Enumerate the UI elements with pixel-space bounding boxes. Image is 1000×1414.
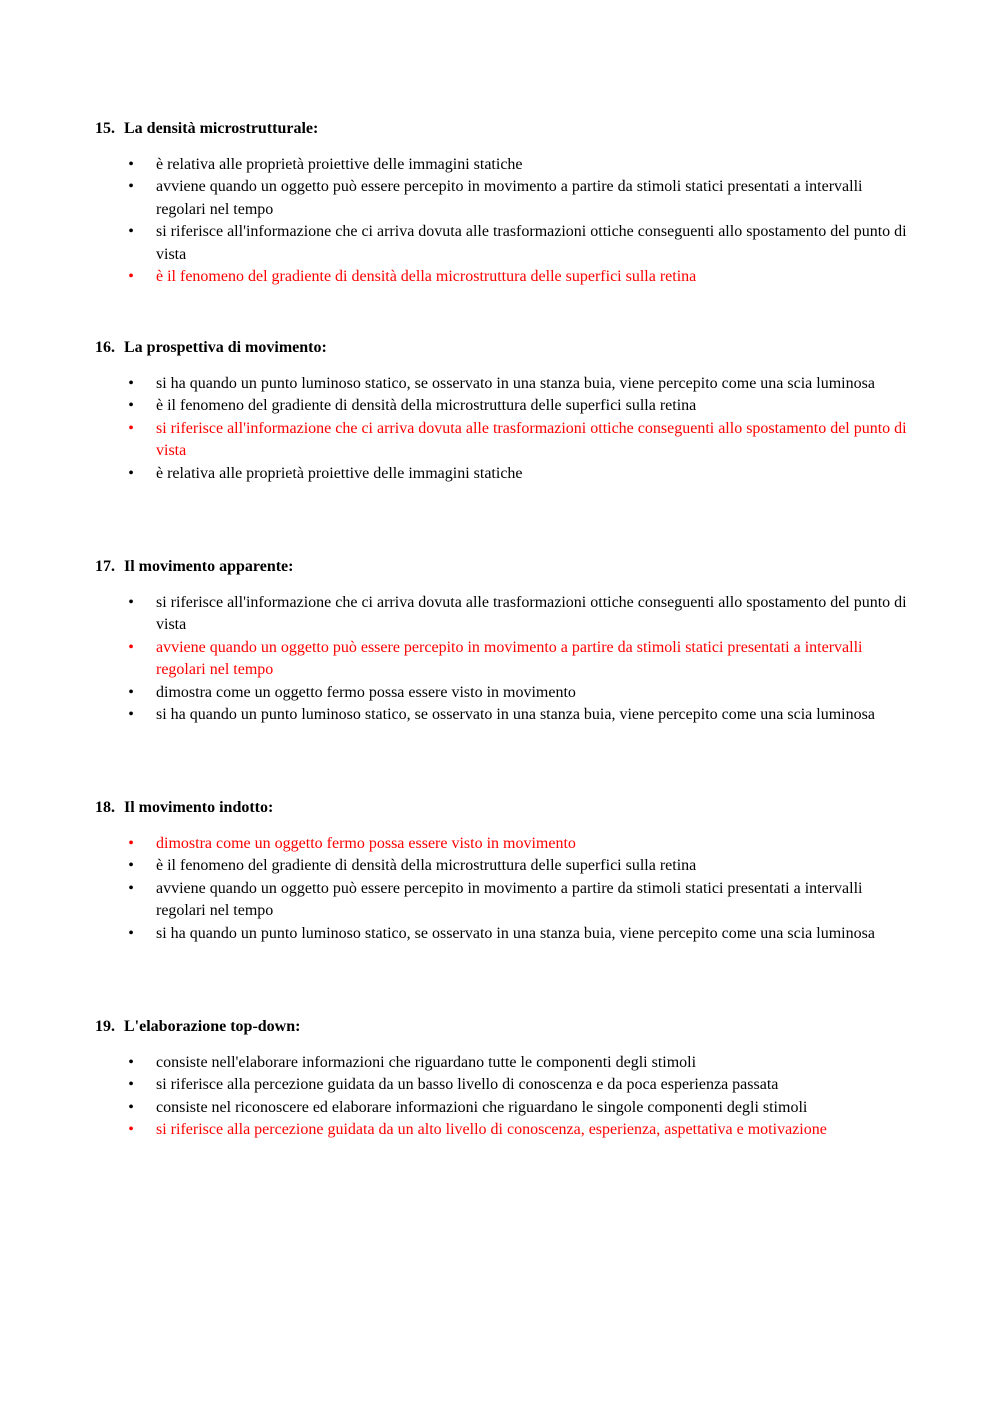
question-title — [95, 1016, 915, 1038]
bullet-icon: • — [128, 1076, 134, 1094]
question-16 — [95, 337, 915, 485]
answer-text: si riferisce all'informazione che ci arriva dovuta alle trasformazioni ottiche conseguenti allo spostamento del punto di vista — [156, 419, 907, 460]
bullet-icon: • — [128, 835, 134, 852]
answer-option-correct — [95, 833, 915, 855]
answer-text: si ha quando un punto luminoso statico, se osservato in una stanza buia, viene percepito come una scia luminosa — [156, 706, 875, 724]
question-title — [95, 337, 915, 359]
bullet-icon: • — [128, 706, 134, 724]
bullet-icon: • — [128, 464, 134, 482]
bullet-icon: • — [128, 397, 134, 415]
bullet-icon: • — [128, 857, 134, 875]
answer-text: consiste nell'elaborare informazioni che riguardano tutte le componenti degli stimoli — [156, 1054, 697, 1071]
question-text: La prospettiva di movimento: — [124, 339, 327, 356]
question-text: La densità microstrutturale: — [124, 120, 319, 137]
answer-option — [95, 704, 915, 726]
answer-text: si ha quando un punto luminoso statico, se osservato in una stanza buia, viene percepito come una scia luminosa — [156, 924, 875, 942]
answer-option — [95, 395, 915, 417]
answer-text: consiste nel riconoscere ed elaborare informazioni che riguardano le singole componenti degli stimoli — [156, 1098, 808, 1116]
question-text: Il movimento apparente: — [124, 558, 294, 575]
question-18 — [95, 797, 915, 945]
question-title — [95, 118, 915, 140]
question-number: 17. — [95, 558, 115, 575]
answer-text: dimostra come un oggetto fermo possa essere visto in movimento — [156, 683, 576, 701]
bullet-icon: • — [128, 594, 134, 611]
bullet-icon: • — [128, 1054, 134, 1071]
answer-option — [95, 463, 915, 485]
answer-option-correct — [95, 418, 915, 463]
answer-option-correct — [95, 1119, 915, 1141]
bullet-icon: • — [128, 223, 134, 241]
answer-text: è relativa alle proprietà proiettive delle immagini statiche — [156, 156, 523, 173]
answer-option — [95, 1097, 915, 1119]
bullet-icon: • — [128, 375, 134, 392]
answer-list — [95, 1052, 915, 1142]
question-number: 18. — [95, 799, 115, 816]
answer-text: avviene quando un oggetto può essere percepito in movimento a partire da stimoli statici presentati a intervalli regolari nel tempo — [156, 178, 863, 218]
answer-option — [95, 221, 915, 266]
question-15 — [95, 118, 915, 288]
bullet-icon: • — [128, 156, 134, 173]
bullet-icon: • — [128, 638, 134, 656]
question-number: 15. — [95, 120, 115, 137]
bullet-icon: • — [128, 1098, 134, 1116]
answer-option — [95, 1074, 915, 1096]
answer-option-correct — [95, 266, 915, 288]
question-text: Il movimento indotto: — [124, 799, 274, 816]
answer-text: è relativa alle proprietà proiettive delle immagini statiche — [156, 464, 523, 482]
question-title — [95, 797, 915, 819]
question-number: 16. — [95, 339, 115, 356]
answer-text: è il fenomeno del gradiente di densità della microstruttura delle superfici sulla retina — [156, 268, 697, 286]
question-title — [95, 556, 915, 578]
answer-list — [95, 154, 915, 288]
answer-option — [95, 682, 915, 704]
answer-text: si riferisce all'informazione che ci arriva dovuta alle trasformazioni ottiche conseguenti allo spostamento del punto di vista — [156, 594, 907, 634]
answer-text: si riferisce alla percezione guidata da un basso livello di conoscenza e da poca esperienza passata — [156, 1076, 779, 1094]
answer-text: si ha quando un punto luminoso statico, se osservato in una stanza buia, viene percepito come una scia luminosa — [156, 375, 875, 392]
bullet-icon: • — [128, 178, 134, 196]
answer-option — [95, 373, 915, 395]
answer-text: è il fenomeno del gradiente di densità della microstruttura delle superfici sulla retina — [156, 857, 697, 875]
answer-option-correct — [95, 637, 915, 682]
answer-option — [95, 923, 915, 945]
question-text: L'elaborazione top-down: — [124, 1018, 301, 1035]
answer-text: si riferisce alla percezione guidata da un alto livello di conoscenza, esperienza, aspettativa e motivazione — [156, 1121, 827, 1139]
bullet-icon: • — [128, 879, 134, 897]
bullet-icon: • — [128, 419, 134, 437]
answer-text: è il fenomeno del gradiente di densità della microstruttura delle superfici sulla retina — [156, 397, 697, 415]
bullet-icon: • — [128, 1121, 134, 1139]
answer-text: si riferisce all'informazione che ci arriva dovuta alle trasformazioni ottiche conseguenti allo spostamento del punto di vista — [156, 223, 907, 263]
answer-text: avviene quando un oggetto può essere percepito in movimento a partire da stimoli statici presentati a intervalli regolari nel tempo — [156, 879, 863, 920]
answer-option — [95, 878, 915, 923]
answer-text: dimostra come un oggetto fermo possa essere visto in movimento — [156, 835, 576, 852]
answer-list — [95, 592, 915, 726]
question-19 — [95, 1016, 915, 1142]
answer-option — [95, 154, 915, 176]
answer-text: avviene quando un oggetto può essere percepito in movimento a partire da stimoli statici presentati a intervalli regolari nel tempo — [156, 638, 863, 679]
answer-option — [95, 1052, 915, 1074]
answer-list — [95, 373, 915, 485]
bullet-icon: • — [128, 683, 134, 701]
answer-option — [95, 176, 915, 221]
question-17 — [95, 556, 915, 726]
answer-option — [95, 592, 915, 637]
bullet-icon: • — [128, 268, 134, 286]
answer-list — [95, 833, 915, 945]
answer-option — [95, 855, 915, 877]
bullet-icon: • — [128, 924, 134, 942]
question-number: 19. — [95, 1018, 115, 1035]
